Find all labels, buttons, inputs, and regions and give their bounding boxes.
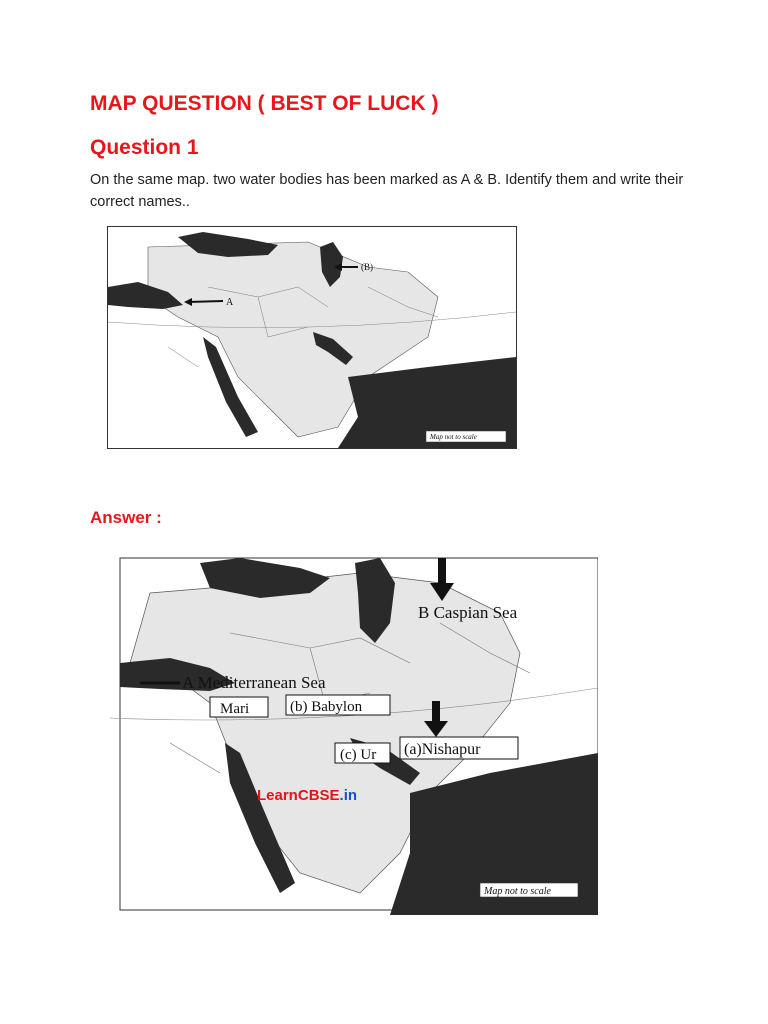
mediterranean-label: A Mediterranean Sea — [182, 673, 326, 692]
nishapur-label: (a)Nishapur — [404, 741, 481, 758]
question-map-image — [108, 227, 516, 448]
answer-map — [110, 553, 598, 915]
babylon-label: (b) Babylon — [290, 699, 363, 715]
question-text: On the same map. two water bodies has been marked as A & B. Identify them and write their correct names.. — [90, 172, 684, 210]
answer-scale-note: Map not to scale — [484, 886, 551, 897]
page-title: MAP QUESTION ( BEST OF LUCK ) — [90, 92, 439, 115]
mari-label: Mari — [220, 701, 250, 717]
question-heading: Question 1 — [90, 136, 199, 159]
ur-label: (c) Ur — [340, 747, 377, 763]
caspian-label: B Caspian Sea — [418, 603, 518, 622]
answer-label: Answer : — [90, 508, 162, 527]
question-map — [107, 226, 517, 449]
label-b: (B) — [361, 262, 373, 272]
scale-note: Map not to scale — [430, 433, 477, 441]
learncbse-watermark: LearnCBSE.in — [257, 787, 358, 804]
answer-map-image — [110, 553, 598, 915]
label-a: A — [226, 297, 234, 308]
